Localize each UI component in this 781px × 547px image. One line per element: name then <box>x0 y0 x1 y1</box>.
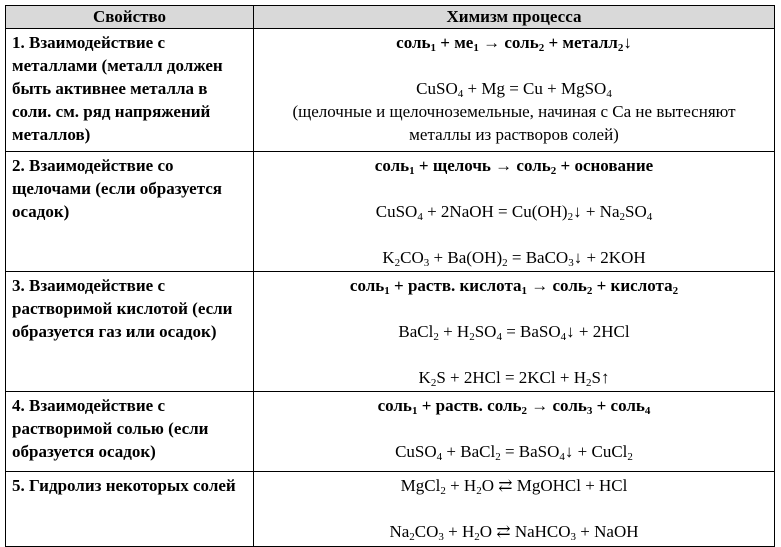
table-row <box>6 392 775 472</box>
property-cell: 5. Гидролиз некоторых солей <box>6 472 254 547</box>
reaction-example: $Na_2CO_3 + H_2O$ ⇄ NaHCO$_3$ + NaOH <box>389 522 639 543</box>
header-process: Химизм процесса <box>254 6 775 29</box>
table-row <box>6 472 775 547</box>
property-cell: 3. Взаимодействие с растворимой кислотой (если образуется газ или осадок) <box>6 272 254 392</box>
process-cell <box>254 29 775 152</box>
table-row <box>6 272 775 392</box>
reaction-scheme: соль$_1$ + щелочь → соль$_2$ + основание <box>374 156 654 177</box>
reaction-note: (щелочные и щелочноземельные, начиная с Са не вытесняют металлы из растворов солей) <box>292 102 736 144</box>
property-cell: 2. Взаимодействие со щелочами (если образуется осадок) <box>6 152 254 272</box>
table-row <box>6 152 775 272</box>
property-cell: 4. Взаимодействие с растворимой солью (если образуется осадок) <box>6 392 254 472</box>
header-property: Свойство <box>6 6 254 29</box>
process-cell <box>254 472 775 547</box>
properties-table <box>5 5 775 547</box>
reaction-example: CuSO$_4$ + Mg = Cu + MgSO$_4$ <box>416 79 612 100</box>
process-cell <box>254 392 775 472</box>
reaction-example: $K_2CO_3 + Ba(OH)_2$ = BaCO$_3$↓ + 2KOH <box>382 248 646 269</box>
reaction-scheme: соль$_1$ + $ме_1$ → соль$_2$ + металл$_2$↓ <box>396 33 632 54</box>
reaction-scheme: соль$_1$ + раств. соль$_2$ → соль$_3$ + соль$_4$ <box>377 396 651 417</box>
header-row <box>6 6 775 29</box>
reaction-example: CuSO$_4$ + 2NaOH = $Cu(OH)_2↓ + Na_2SO_4$ <box>375 202 653 223</box>
process-cell <box>254 152 775 272</box>
reaction-example: $K_2S + 2HCl = 2KCl$ + $H_2S↑$ <box>418 368 610 389</box>
table-row <box>6 29 775 152</box>
property-cell: 1. Взаимодействие с металлами (металл должен быть активнее металла в соли. см. ряд напряжений металлов) <box>6 29 254 152</box>
reaction-example: MgCl$_2$ + $H_2O$ ⇄ MgOHCl + HCl <box>400 476 628 497</box>
reaction-example: CuSO$_4$ + BaCl$_2$ = BaSO$_4$↓ + CuCl$_2$ <box>395 442 633 463</box>
reaction-example: BaCl$_2$ + $H_2SO_4$ = BaSO$_4$↓ + 2HCl <box>398 322 630 343</box>
reaction-scheme: соль$_1$ + раств. кислота$_1$ → соль$_2$ + кислота$_2$ <box>349 276 679 297</box>
process-cell <box>254 272 775 392</box>
